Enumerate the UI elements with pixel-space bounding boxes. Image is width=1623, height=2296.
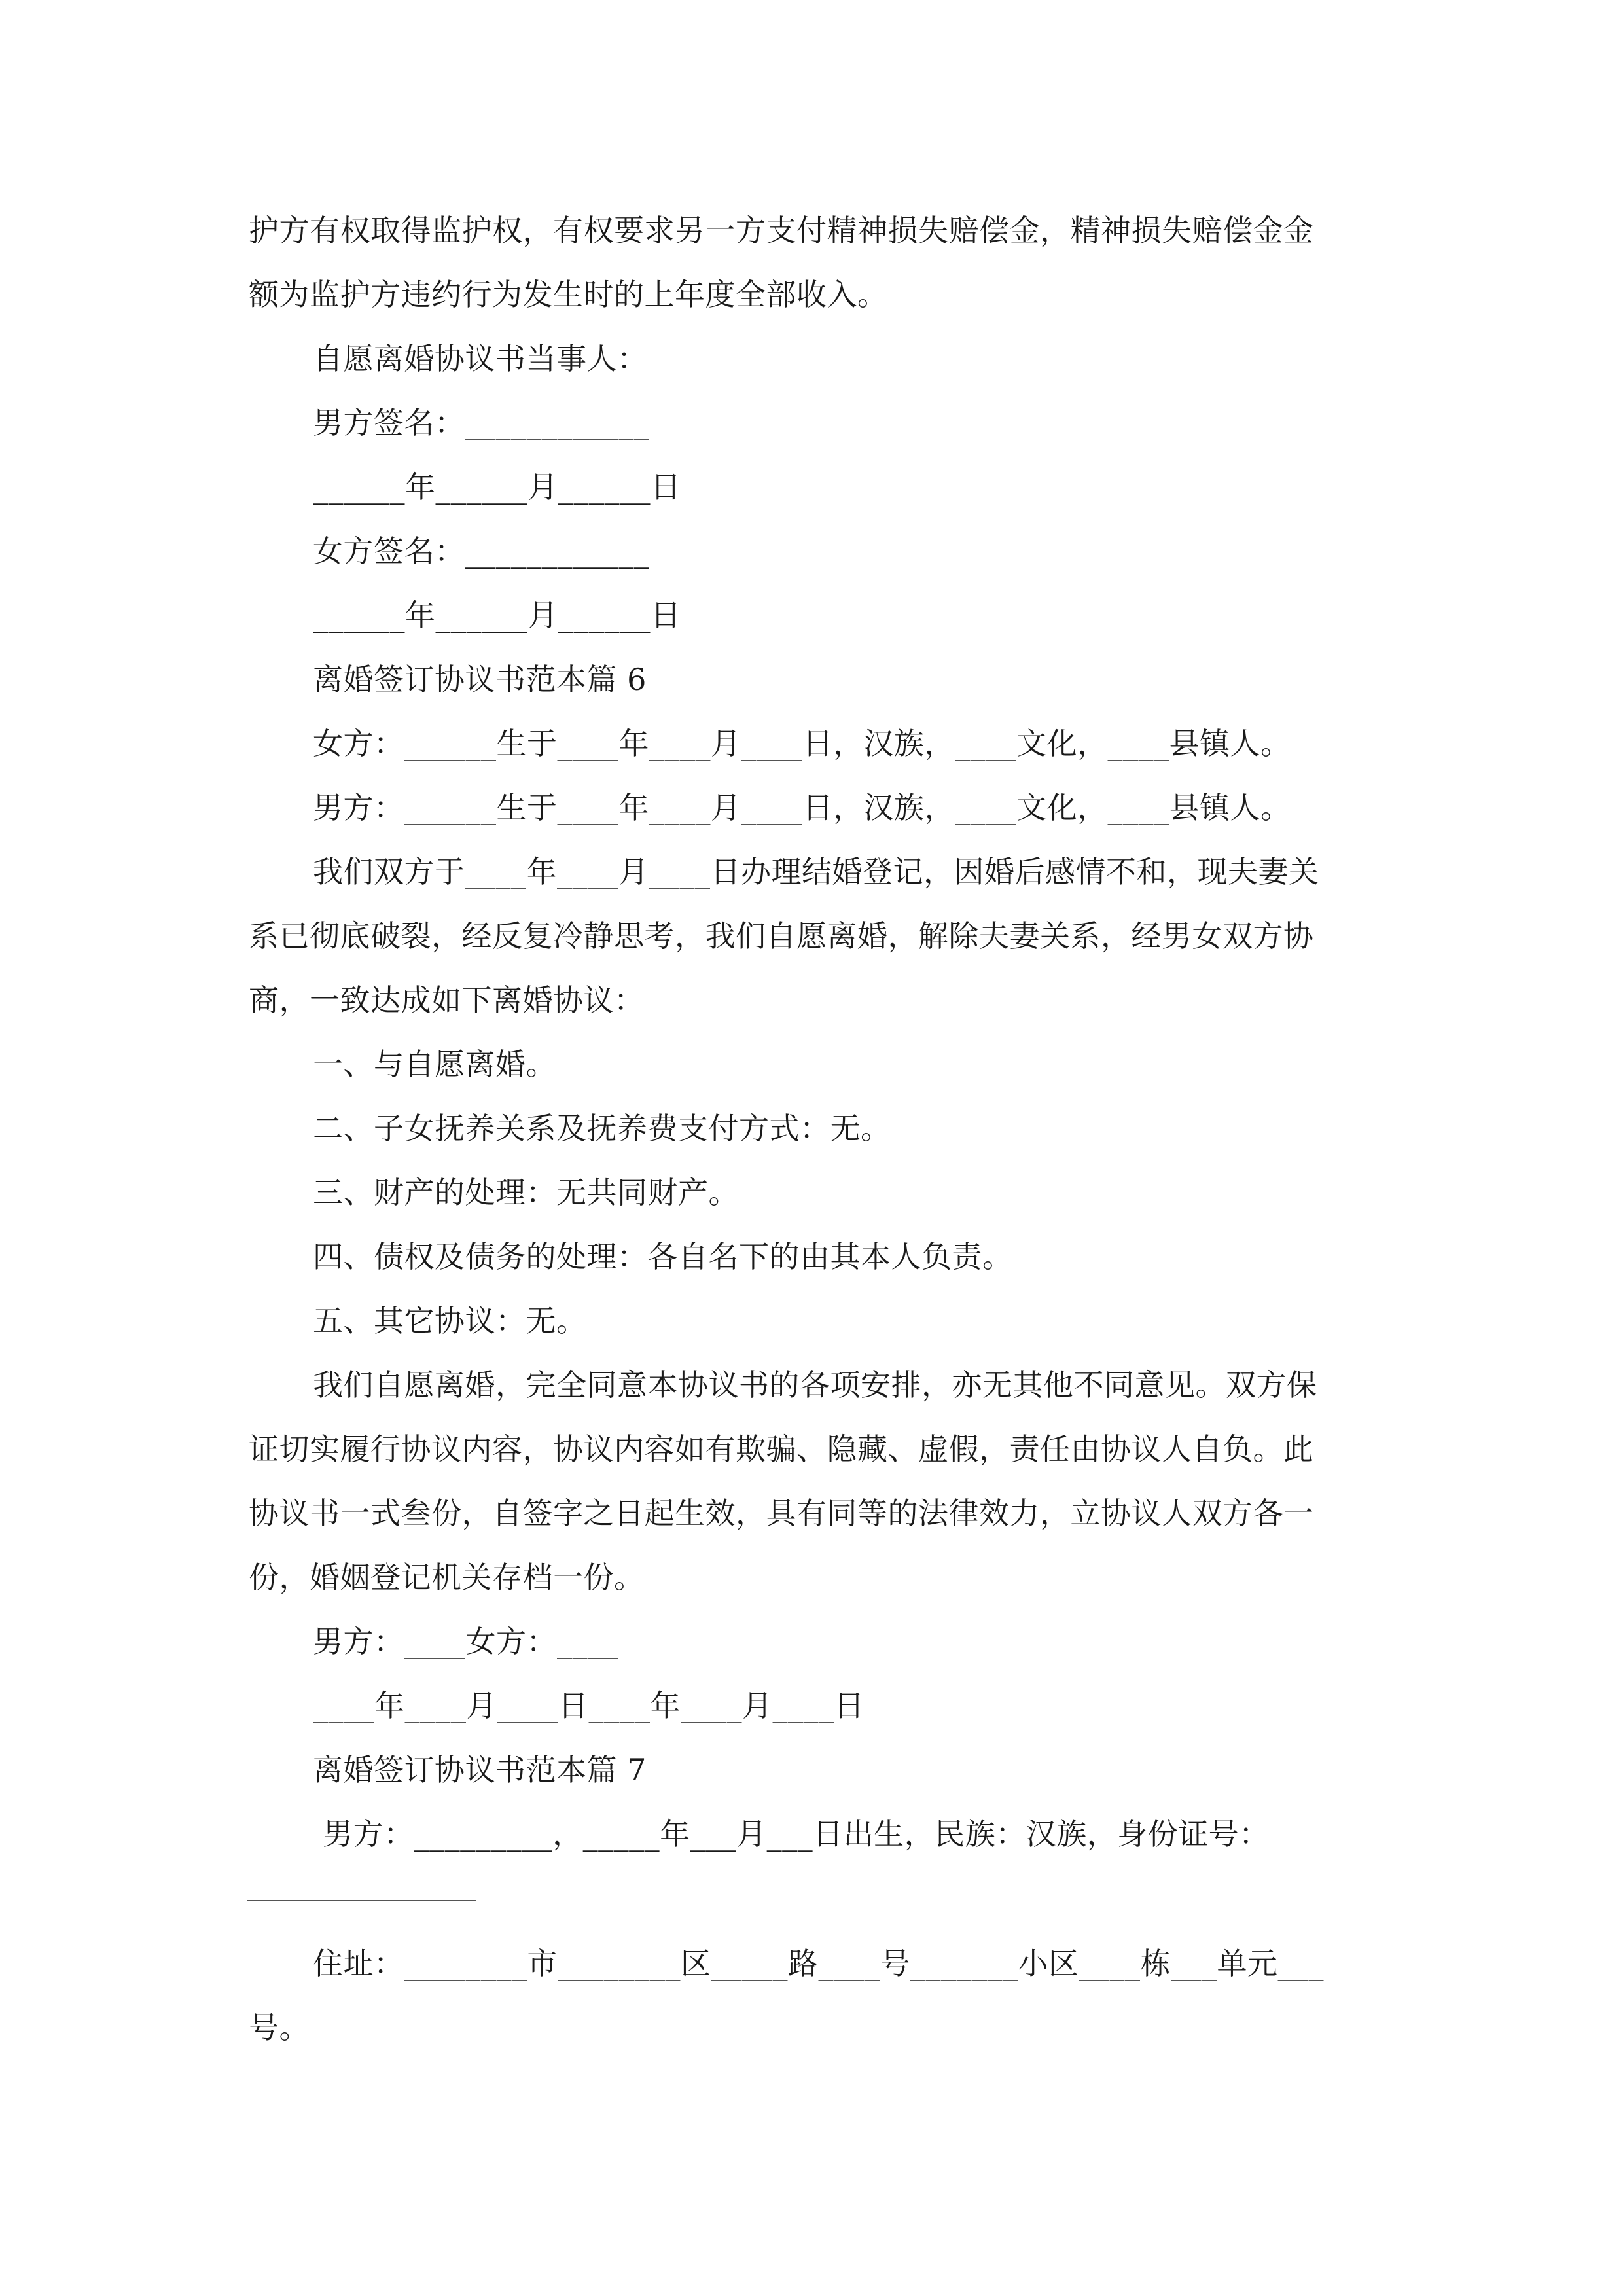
- paragraph-line: 我们双方于____年____月____日办理结婚登记，因婚后感情不和，现夫妻关: [313, 854, 1319, 889]
- address-line: 住址：________市________区_____路____号_______小区____栋___单元___: [313, 1946, 1324, 1981]
- clause-line: 五、其它协议：无。: [313, 1303, 587, 1338]
- female-info-line: 女方：______生于____年____月____日，汉族，____文化，____县镇人。: [313, 726, 1291, 761]
- date-line: ____年____月____日____年____月____日: [313, 1688, 865, 1723]
- male-signature-line: 男方签名：____________: [313, 405, 650, 440]
- section-heading: 离婚签订协议书范本篇 6: [313, 662, 647, 697]
- party-heading: 自愿离婚协议书当事人：: [313, 341, 648, 376]
- clause-line: 四、债权及债务的处理：各自名下的由其本人负责。: [313, 1239, 1013, 1274]
- paragraph-line: 份，婚姻登记机关存档一份。: [249, 1560, 645, 1595]
- clause-line: 一、与自愿离婚。: [313, 1047, 556, 1082]
- male-info-line: 男方：______生于____年____月____日，汉族，____文化，____县镇人。: [313, 790, 1291, 825]
- section-heading: 离婚签订协议书范本篇 7: [313, 1752, 647, 1787]
- paragraph-line: 额为监护方违约行为发生时的上年度全部收入。: [249, 277, 888, 312]
- paragraph-line: 护方有权取得监护权，有权要求另一方支付精神损失赔偿金，精神损失赔偿金金: [249, 213, 1314, 248]
- female-signature-line: 女方签名：____________: [313, 533, 650, 569]
- date-line: ______年______月______日: [313, 598, 681, 633]
- paragraph-line: 系已彻底破裂，经反复冷静思考，我们自愿离婚，解除夫妻关系，经男女双方协: [249, 918, 1314, 954]
- paragraph-line: 商，一致达成如下离婚协议：: [249, 982, 645, 1018]
- paragraph-line: 我们自愿离婚，完全同意本协议书的各项安排，亦无其他不同意见。双方保: [313, 1367, 1317, 1403]
- paragraph-line: 协议书一式叁份，自签字之日起生效，具有同等的法律效力，立协议人双方各一: [249, 1496, 1314, 1531]
- clause-line: 二、子女抚养关系及抚养费支付方式：无。: [313, 1111, 891, 1146]
- separator-rule: [247, 1900, 476, 1901]
- date-line: ______年______月______日: [313, 469, 681, 505]
- clause-line: 三、财产的处理：无共同财产。: [313, 1175, 739, 1210]
- paragraph-line: 号。: [249, 2010, 310, 2045]
- signature-line: 男方：____女方：____: [313, 1624, 618, 1659]
- paragraph-line: 证切实履行协议内容，协议内容如有欺骗、隐藏、虚假，责任由协议人自负。此: [249, 1431, 1314, 1467]
- male-info-line: 男方：_________，_____年___月___日出生，民族：汉族，身份证号：: [313, 1816, 1270, 1852]
